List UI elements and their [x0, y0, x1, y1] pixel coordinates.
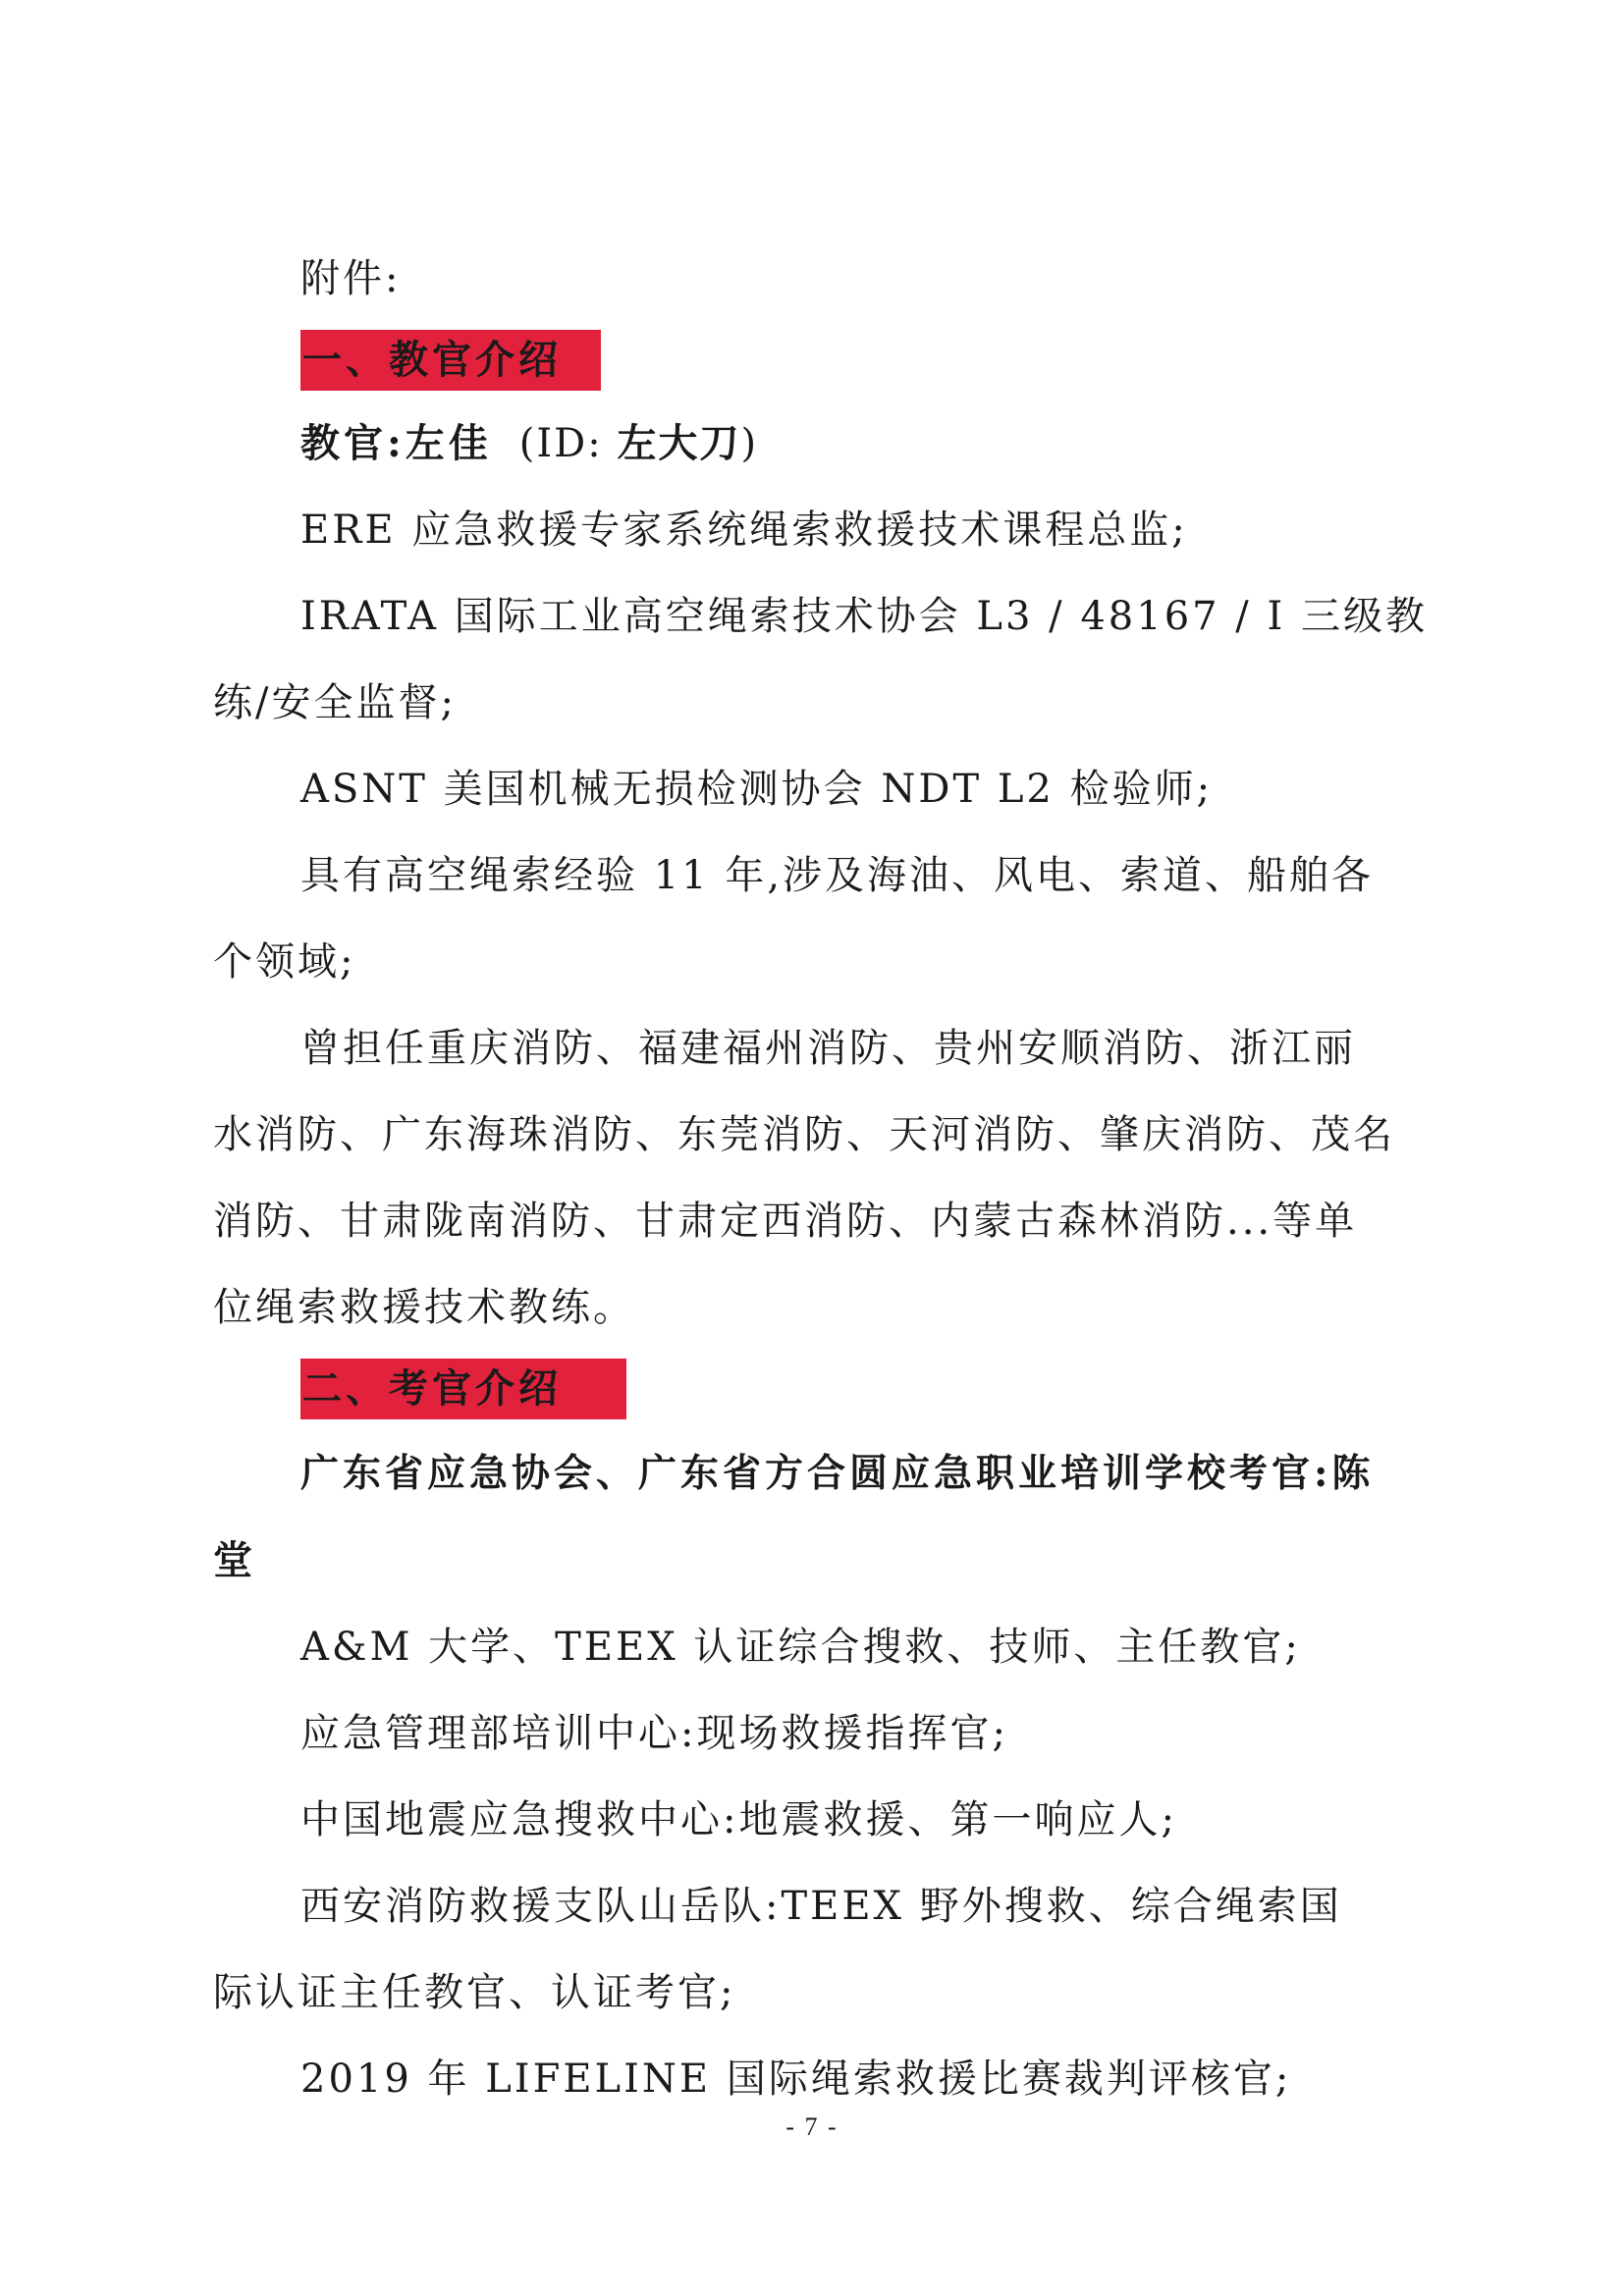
- instructor-line-7: 曾担任重庆消防、福建福州消防、贵州安顺消防、浙江丽: [300, 1026, 1356, 1071]
- instructor-line-4: ASNT 美国机械无损检测协会 NDT L2 检验师;: [300, 767, 1214, 812]
- instructor-line-2: IRATA 国际工业高空绳索技术协会 L3 / 48167 / I 三级教: [300, 594, 1429, 639]
- instructor-line-3: 练/安全监督;: [213, 680, 457, 725]
- examiner-line-6: 2019 年 LIFELINE 国际绳索救援比赛裁判评核官;: [300, 2056, 1292, 2102]
- examiner-title-line-2: 堂: [213, 1537, 256, 1583]
- examiner-line-4: 西安消防救援支队山岳队:TEEX 野外搜救、综合绳索国: [300, 1884, 1342, 1929]
- examiner-line-2: 应急管理部培训中心:现场救援指挥官;: [300, 1711, 1008, 1756]
- instructor-line-6: 个领域;: [213, 939, 356, 985]
- examiner-line-3: 中国地震应急搜救中心:地震救援、第一响应人;: [300, 1797, 1177, 1842]
- instructor-line-1: ERE 应急救援专家系统绳索救援技术课程总监;: [300, 507, 1188, 553]
- instructor-name: 教官:左佳: [300, 420, 492, 466]
- section-heading-examiner-text: 二、考官介绍: [302, 1365, 562, 1412]
- instructor-title: [300, 416, 758, 471]
- examiner-title-line-1: 广东省应急协会、广东省方合圆应急职业培训学校考官:陈: [300, 1451, 1375, 1496]
- section-heading-examiner: [300, 1359, 626, 1419]
- instructor-line-8: 水消防、广东海珠消防、东莞消防、天河消防、肇庆消防、茂名: [213, 1112, 1395, 1157]
- instructor-line-5: 具有高空绳索经验 11 年,涉及海油、风电、索道、船舶各: [300, 853, 1375, 898]
- instructor-id: (ID: 左大刀): [518, 420, 759, 466]
- attachment-label: 附件:: [300, 256, 402, 301]
- examiner-line-1: A&M 大学、TEEX 认证综合搜救、技师、主任教官;: [300, 1625, 1301, 1670]
- section-heading-instructor-text: 一、教官介绍: [302, 337, 562, 383]
- section-heading-instructor: [300, 330, 601, 391]
- page-number: - 7 -: [785, 2112, 839, 2141]
- instructor-line-9: 消防、甘肃陇南消防、甘肃定西消防、内蒙古森林消防...等单: [213, 1199, 1358, 1244]
- instructor-line-10: 位绳索救援技术教练。: [213, 1285, 635, 1330]
- examiner-line-5: 际认证主任教官、认证考官;: [213, 1970, 736, 2015]
